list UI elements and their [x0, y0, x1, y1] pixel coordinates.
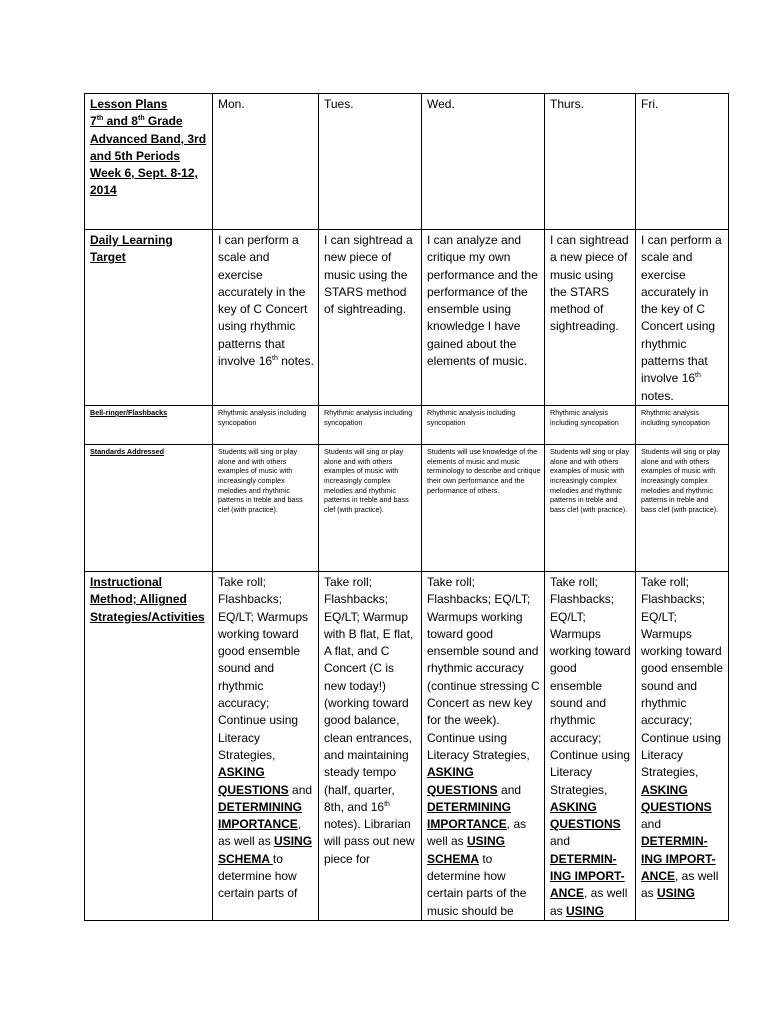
day-header-fri: Fri. [636, 94, 729, 230]
row-label-target: Daily Learning Target [85, 230, 213, 406]
standards-wed: Students will use knowledge of the elements of music and music terminology to describe and critique their own performance and the performance of others. [422, 444, 545, 571]
title-line1: Lesson Plans [90, 97, 168, 111]
row-label-method: Instructional Method; Alligned Strategies/Activities [85, 571, 213, 920]
method-row [85, 571, 729, 920]
standards-mon: Students will sing or play alone and with others examples of music with increasingly complex melodies and rhythmic patterns in treble and bass clef (with practice). [213, 444, 319, 571]
bellringer-fri: Rhythmic analysis including syncopation [636, 405, 729, 444]
method-fri: Take roll; Flashbacks; EQ/LT; Warmups working toward good ensemble sound and rhythmic accuracy; Continue using Literacy Strategies, ASKING QUESTIONS and DETERMIN-ING IMPORT-ANCE, as well as USING [636, 571, 729, 920]
target-wed: I can analyze and critique my own performance and the performance of the ensemble using knowledge I have gained about the elements of music. [422, 230, 545, 406]
day-header-wed: Wed. [422, 94, 545, 230]
bellringer-mon: Rhythmic analysis including syncopation [213, 405, 319, 444]
day-header-mon: Mon. [213, 94, 319, 230]
day-header-tue: Tues. [319, 94, 422, 230]
target-fri: I can perform a scale and exercise accurately in the key of C Concert using rhythmic patterns that involve 16th notes. [636, 230, 729, 406]
method-thu: Take roll; Flashbacks; EQ/LT; Warmups working toward good ensemble sound and rhythmic accuracy; Continue using Literacy Strategies, ASKING QUESTIONS and DETERMIN-ING IMPORT-ANCE, as well as USING [545, 571, 636, 920]
target-thu: I can sightread a new piece of music using the STARS method of sightreading. [545, 230, 636, 406]
standards-fri: Students will sing or play alone and with others examples of music with increasingly complex melodies and rhythmic patterns in treble and bass clef (with practice). [636, 444, 729, 571]
bellringer-wed: Rhythmic analysis including syncopation [422, 405, 545, 444]
bellringer-thu: Rhythmic analysis including syncopation [545, 405, 636, 444]
learning-target-row [85, 230, 729, 406]
day-header-thu: Thurs. [545, 94, 636, 230]
method-tue: Take roll; Flashbacks; EQ/LT; Warmup with B flat, E flat, A flat, and C Concert (C is new today!) (working toward good balance, clean entrances, and maintaining steady tempo (half, quarter, 8th, and 16th notes). Librarian will pass out new piece for [319, 571, 422, 920]
target-tue: I can sightread a new piece of music using the STARS method of sightreading. [319, 230, 422, 406]
method-mon: Take roll; Flashbacks; EQ/LT; Warmups working toward good ensemble sound and rhythmic accuracy; Continue using Literacy Strategies, ASKING QUESTIONS and DETERMINING IMPORTANCE, as well as USING SCHEMA to determine how certain parts of [213, 571, 319, 920]
title-rest: Advanced Band, 3rd and 5th Periods Week 6, Sept. 8-12, 2014 [90, 131, 207, 198]
header-row [85, 94, 729, 230]
standards-tue: Students will sing or play alone and with others examples of music with increasingly complex melodies and rhythmic patterns in treble and bass clef (with practice). [319, 444, 422, 571]
standards-row [85, 444, 729, 571]
bellringer-tue: Rhythmic analysis including syncopation [319, 405, 422, 444]
method-wed: Take roll; Flashbacks; EQ/LT; Warmups working toward good ensemble sound and rhythmic accuracy (continue stressing C Concert as new key for the week). Continue using Literacy Strategies, ASKING QUESTIONS and DETERMINING IMPORTANCE, as well as USING SCHEMA to determine how certain parts of the music should be [422, 571, 545, 920]
lesson-plan-table [84, 93, 729, 921]
title-grade: 7th and 8th Grade [90, 114, 183, 129]
target-mon: I can perform a scale and exercise accurately in the key of C Concert using rhythmic patterns that involve 16th notes. [213, 230, 319, 406]
row-label-bellringer: Bell-ringer/Flashbacks [85, 405, 213, 444]
row-label-standards: Standards Addressed [85, 444, 213, 571]
bellringer-row [85, 405, 729, 444]
title-cell [85, 94, 213, 230]
standards-thu: Students will sing or play alone and with others examples of music with increasingly complex melodies and rhythmic patterns in treble and bass clef (with practice). [545, 444, 636, 571]
